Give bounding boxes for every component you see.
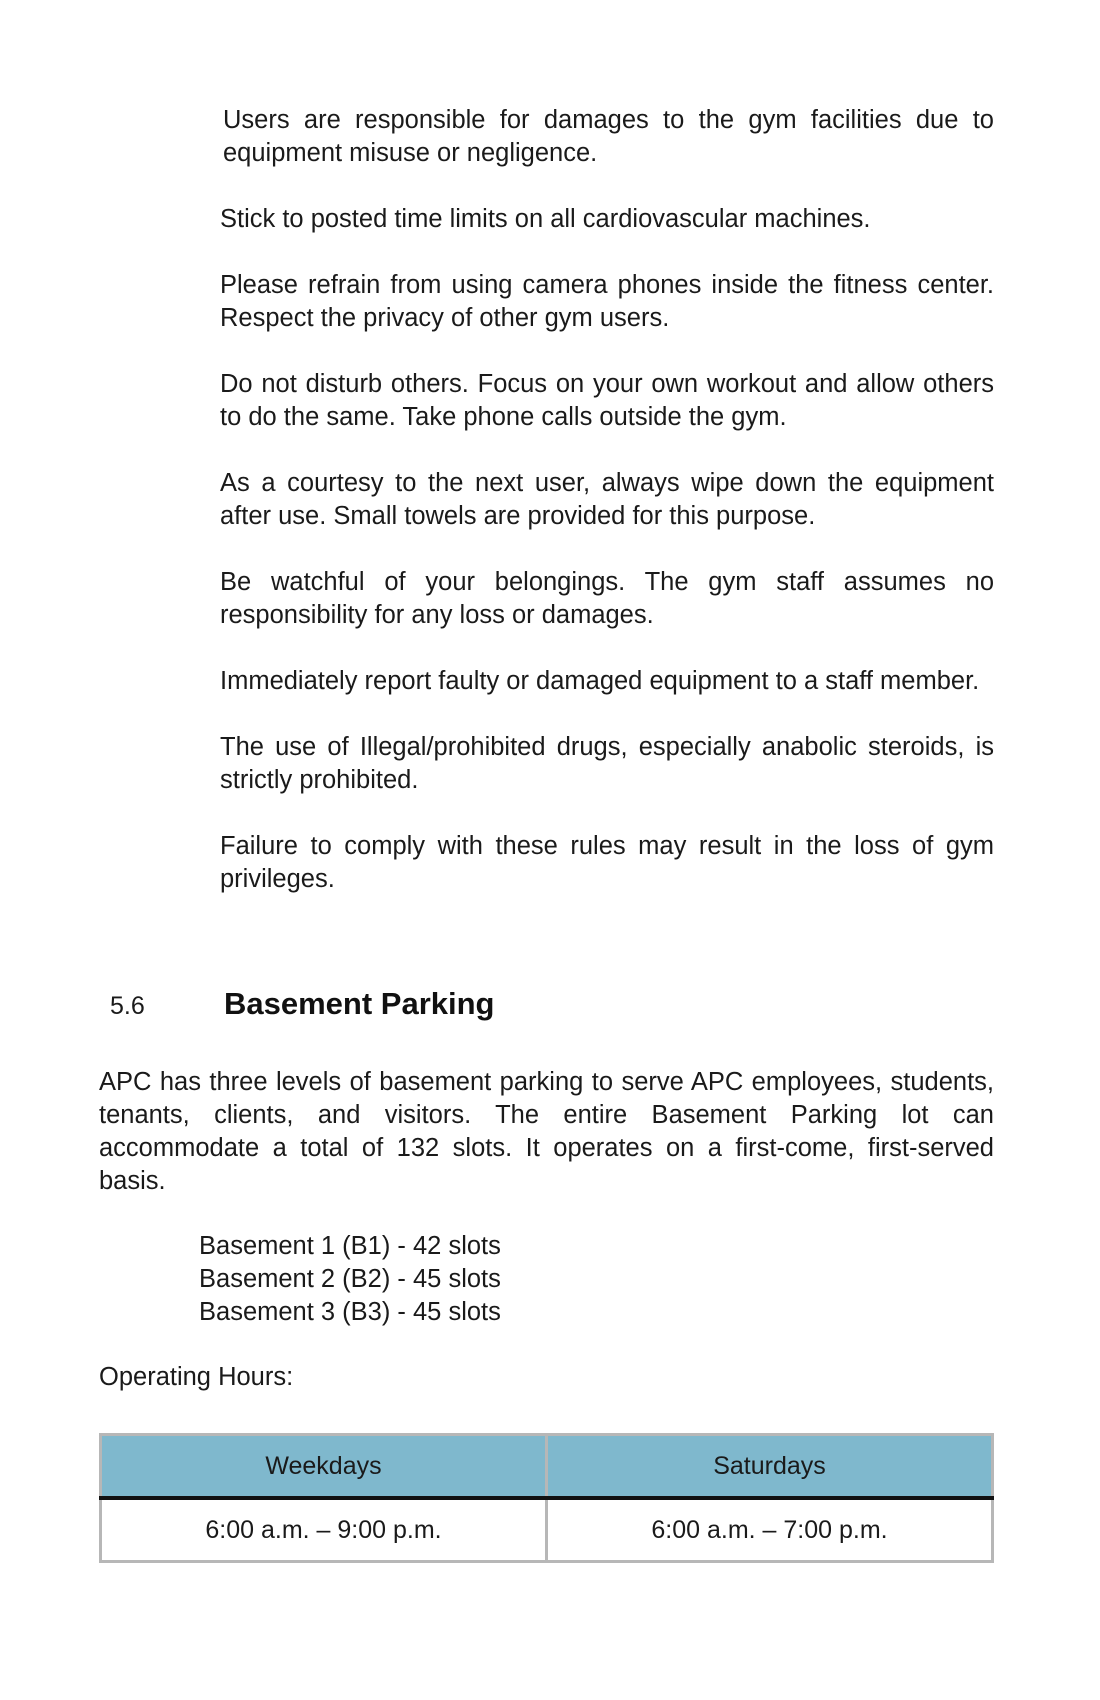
table-header-row: [101, 1435, 993, 1499]
table-cell-weekdays-hours: 6:00 a.m. – 9:00 p.m.: [101, 1498, 547, 1562]
table-header-saturdays: Saturdays: [547, 1435, 993, 1499]
gym-rule-report-equipment: Immediately report faulty or damaged equipment to a staff member.: [220, 667, 980, 695]
gym-rules-list: [220, 104, 994, 929]
operating-hours-table: [99, 1433, 994, 1563]
gym-rule-belongings: Be watchful of your belongings. The gym staff assumes no responsibility for any loss or damages.: [220, 568, 994, 629]
section-title: Basement Parking: [224, 986, 495, 1021]
table-cell-saturdays-hours: 6:00 a.m. – 7:00 p.m.: [547, 1498, 993, 1562]
operating-hours-label: Operating Hours:: [99, 1363, 294, 1391]
basement-level-item: Basement 2 (B2) - 45 slots: [199, 1265, 501, 1293]
parking-intro-paragraph: APC has three levels of basement parking to serve APC employees, students, tenants, clients, and visitors. The entire Basement Parking lot can accommodate a total of 132 slots. It operates on a first-come, first-served basis.: [99, 1068, 994, 1195]
gym-rule-time-limits: Stick to posted time limits on all cardiovascular machines.: [220, 205, 871, 233]
basement-level-item: Basement 1 (B1) - 42 slots: [199, 1232, 501, 1260]
section-number: 5.6: [110, 992, 145, 1020]
gym-rule-camera-phones: Please refrain from using camera phones inside the fitness center. Respect the privacy of other gym users.: [220, 271, 994, 332]
gym-rule-damages: Users are responsible for damages to the gym facilities due to equipment misuse or negligence.: [223, 106, 994, 167]
section-heading: [110, 986, 994, 1026]
basement-levels-list: [199, 1230, 501, 1329]
table-row: [101, 1498, 993, 1562]
gym-rule-do-not-disturb: Do not disturb others. Focus on your own workout and allow others to do the same. Take phone calls outside the gym.: [220, 370, 994, 431]
gym-rule-failure-to-comply: Failure to comply with these rules may result in the loss of gym privileges.: [220, 832, 994, 893]
gym-rule-wipe-equipment: As a courtesy to the next user, always wipe down the equipment after use. Small towels are provided for this purpose.: [220, 469, 994, 530]
gym-rule-prohibited-drugs: The use of Illegal/prohibited drugs, especially anabolic steroids, is strictly prohibited.: [220, 733, 994, 794]
basement-level-item: Basement 3 (B3) - 45 slots: [199, 1298, 501, 1326]
table-header-weekdays: Weekdays: [101, 1435, 547, 1499]
